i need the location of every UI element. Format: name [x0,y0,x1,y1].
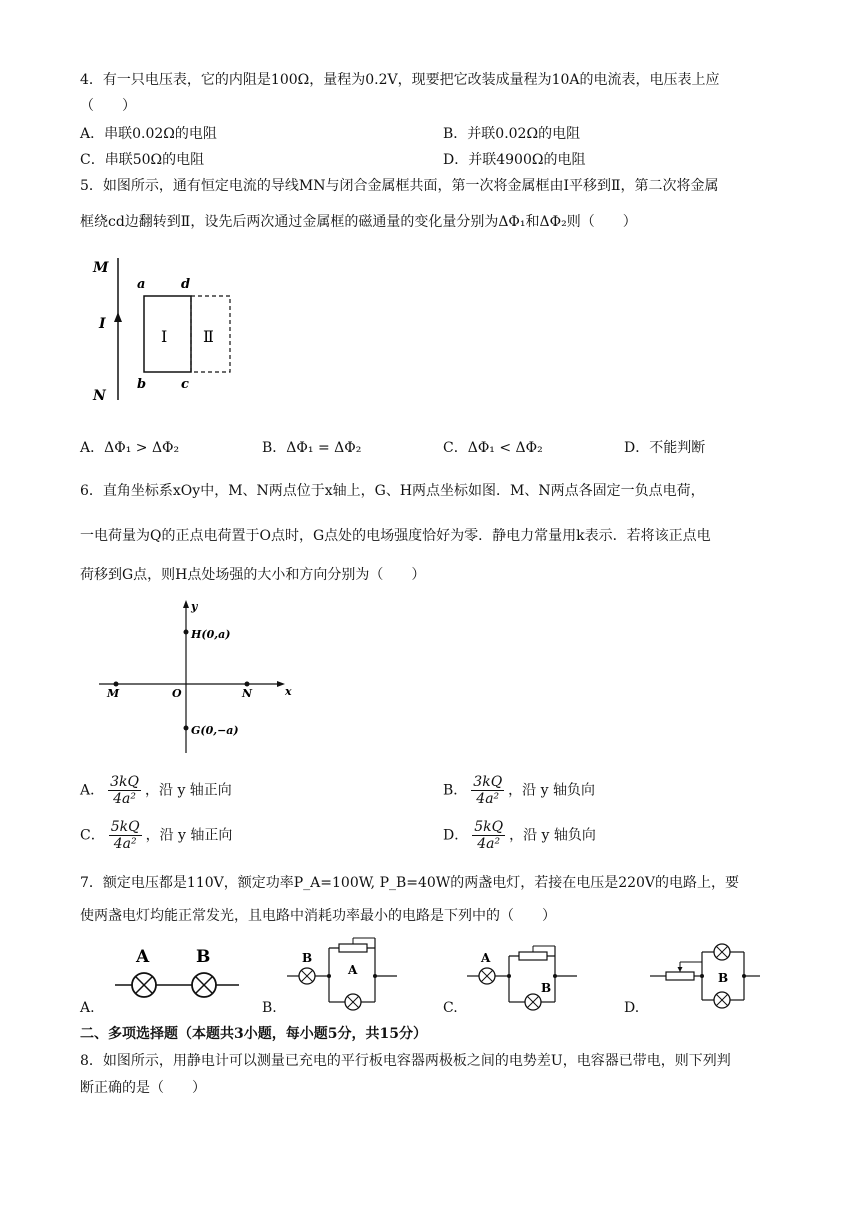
q7-circuit-b-lamp-a-label: A [348,963,358,977]
q6-option-c-numerator: 5kQ [110,819,140,835]
q6-option-d-text: ，沿 y 轴负向 [509,827,596,844]
q5-stem-line2: 框绕cd边翻转到Ⅱ，设先后两次通过金属框的磁通量的变化量分别为ΔΦ₁和ΔΦ₂则（ ） [80,214,637,230]
q7-option-b: B. [262,1000,277,1016]
q5-label-d: d [181,277,191,292]
q6-option-a-fraction [108,774,141,807]
q7-circuit-c-lamp-a-label: A [481,951,491,965]
q6-label-h: H(0,a) [191,628,231,641]
q5-option-c: C．ΔΦ₁ < ΔΦ₂ [443,440,543,456]
q6-option-d-fraction [472,819,505,852]
q5-option-b: B．ΔΦ₁ = ΔΦ₂ [262,440,362,456]
q6-option-c-denominator: 4a² [113,836,137,852]
q6-y-arrow-icon [183,600,189,608]
q5-frame-position-1 [144,296,191,372]
q6-label-m: M [107,687,120,700]
q6-option-b [443,774,595,807]
q8-stem-line2: 断正确的是（ ） [80,1080,206,1096]
q5-label-a: a [137,277,146,292]
q7-circuit-a-lamp-b-icon [192,973,216,997]
q8-stem-line1: 8．如图所示，用静电计可以测量已充电的平行板电容器两极板之间的电势差U，电容器已带电，则下列判 [80,1053,731,1069]
q6-option-a-label: A． [80,782,105,799]
q6-label-o: O [172,687,182,700]
q5-figure [85,250,255,410]
q7-circuit-d-rheostat-icon [666,972,694,980]
q7-stem-line1: 7．额定电压都是110V，额定功率P_A=100W, P_B=40W的两盏电灯，若接在电压是220V的电路上，要 [80,875,740,891]
q5-label-b: b [137,377,147,392]
q7-circuit-b-lamp-a-icon [345,994,361,1010]
q5-current-arrow-icon [114,312,122,322]
q7-circuit-a-lamp-b-label: B [196,947,211,967]
q7-circuit-b-rheostat-icon [339,944,367,952]
q7-circuit-c-rheostat-icon [519,952,547,960]
q6-point-h [184,630,189,635]
q7-circuit-c [465,936,585,1016]
q6-option-a [80,774,232,807]
q7-circuit-b [285,936,405,1016]
q7-circuit-b-lamp-b-label: B [302,951,313,965]
q5-label-region-1: Ⅰ [161,327,168,346]
q4-option-c: C．串联50Ω的电阻 [80,152,205,168]
q5-label-n: N [93,388,106,404]
q7-circuit-d-lamp-a-icon [714,944,730,960]
q5-label-region-2: Ⅱ [203,327,214,346]
q6-option-c-text: ，沿 y 轴正向 [145,827,233,844]
q5-label-c: c [181,377,189,392]
q6-label-x: x [285,685,292,698]
q4-option-a: A．串联0.02Ω的电阻 [80,126,217,142]
q6-option-b-text: ，沿 y 轴负向 [508,782,595,799]
q6-option-a-denominator: 4a² [113,791,136,807]
q6-option-b-numerator: 3kQ [473,774,503,790]
q6-stem-line3: 荷移到G点，则H点处场强的大小和方向分别为（ ） [80,567,426,583]
q6-option-a-text: ，沿 y 轴正向 [145,782,232,799]
q5-option-a: A．ΔΦ₁ > ΔΦ₂ [80,440,180,456]
q6-label-y: y [191,600,198,613]
q6-stem-line2: 一电荷量为Q的正点电荷置于O点时，G点处的电场强度恰好为零．静电力常量用k表示．若将该正点电 [80,528,711,544]
q6-option-d-numerator: 5kQ [474,819,504,835]
q6-label-n: N [242,687,253,700]
q5-option-d: D．不能判断 [624,440,706,456]
q4-option-b: B．并联0.02Ω的电阻 [443,126,581,142]
q4-option-d: D．并联4900Ω的电阻 [443,152,586,168]
q6-point-n [245,682,250,687]
q6-option-c-label: C． [80,827,105,844]
q6-point-m [114,682,119,687]
q7-circuit-a-lamp-a-icon [132,973,156,997]
q6-option-b-label: B． [443,782,468,799]
q6-stem-line1: 6．直角坐标系xOy中，M、N两点位于x轴上，G、H两点坐标如图．M、N两点各固定一负点电荷， [80,483,705,499]
q6-option-c-fraction [109,819,142,852]
q6-coordinate-figure [95,598,305,760]
q6-option-d-denominator: 4a² [477,836,501,852]
q6-x-arrow-icon [277,681,285,687]
q6-option-c [80,819,232,852]
q7-stem-line2: 使两盏电灯均能正常发光，且电路中消耗功率最小的电路是下列中的（ ） [80,908,556,924]
q5-stem-line1: 5．如图所示，通有恒定电流的导线MN与闭合金属框共面，第一次将金属框由Ⅰ平移到Ⅱ，第二次将金属 [80,178,719,194]
q6-option-d [443,819,596,852]
q5-label-m: M [93,260,109,276]
q4-stem-line1: 4．有一只电压表，它的内阻是100Ω，量程为0.2V，现要把它改装成量程为10A的电流表，电压表上应 [80,72,720,88]
q7-circuit-a [112,940,242,1010]
q6-option-b-fraction [471,774,504,807]
q7-option-c: C. [443,1000,458,1016]
q4-stem-line2: （ ） [80,98,136,114]
q5-label-i: I [99,316,106,332]
q7-option-a: A. [80,1000,95,1016]
q6-point-g [184,726,189,731]
q7-circuit-d-lamp-b-label: B [718,971,729,985]
section-2-title: 二、多项选择题（本题共3小题，每小题5分，共15分） [80,1026,427,1042]
q7-option-d: D. [624,1000,640,1016]
q7-circuit-a-lamp-a-label: A [136,947,150,967]
q7-circuit-c-lamp-b-label: B [541,981,552,995]
q7-circuit-b-lamp-b-icon [299,968,315,984]
q6-option-a-numerator: 3kQ [110,774,139,790]
q6-option-d-label: D． [443,827,469,844]
q7-circuit-d [648,936,768,1016]
q7-circuit-c-lamp-b-icon [525,994,541,1010]
q6-label-g: G(0,−a) [191,724,239,737]
q6-option-b-denominator: 4a² [476,791,500,807]
q7-circuit-d-lamp-b-icon [714,992,730,1008]
q7-circuit-c-lamp-a-icon [479,968,495,984]
